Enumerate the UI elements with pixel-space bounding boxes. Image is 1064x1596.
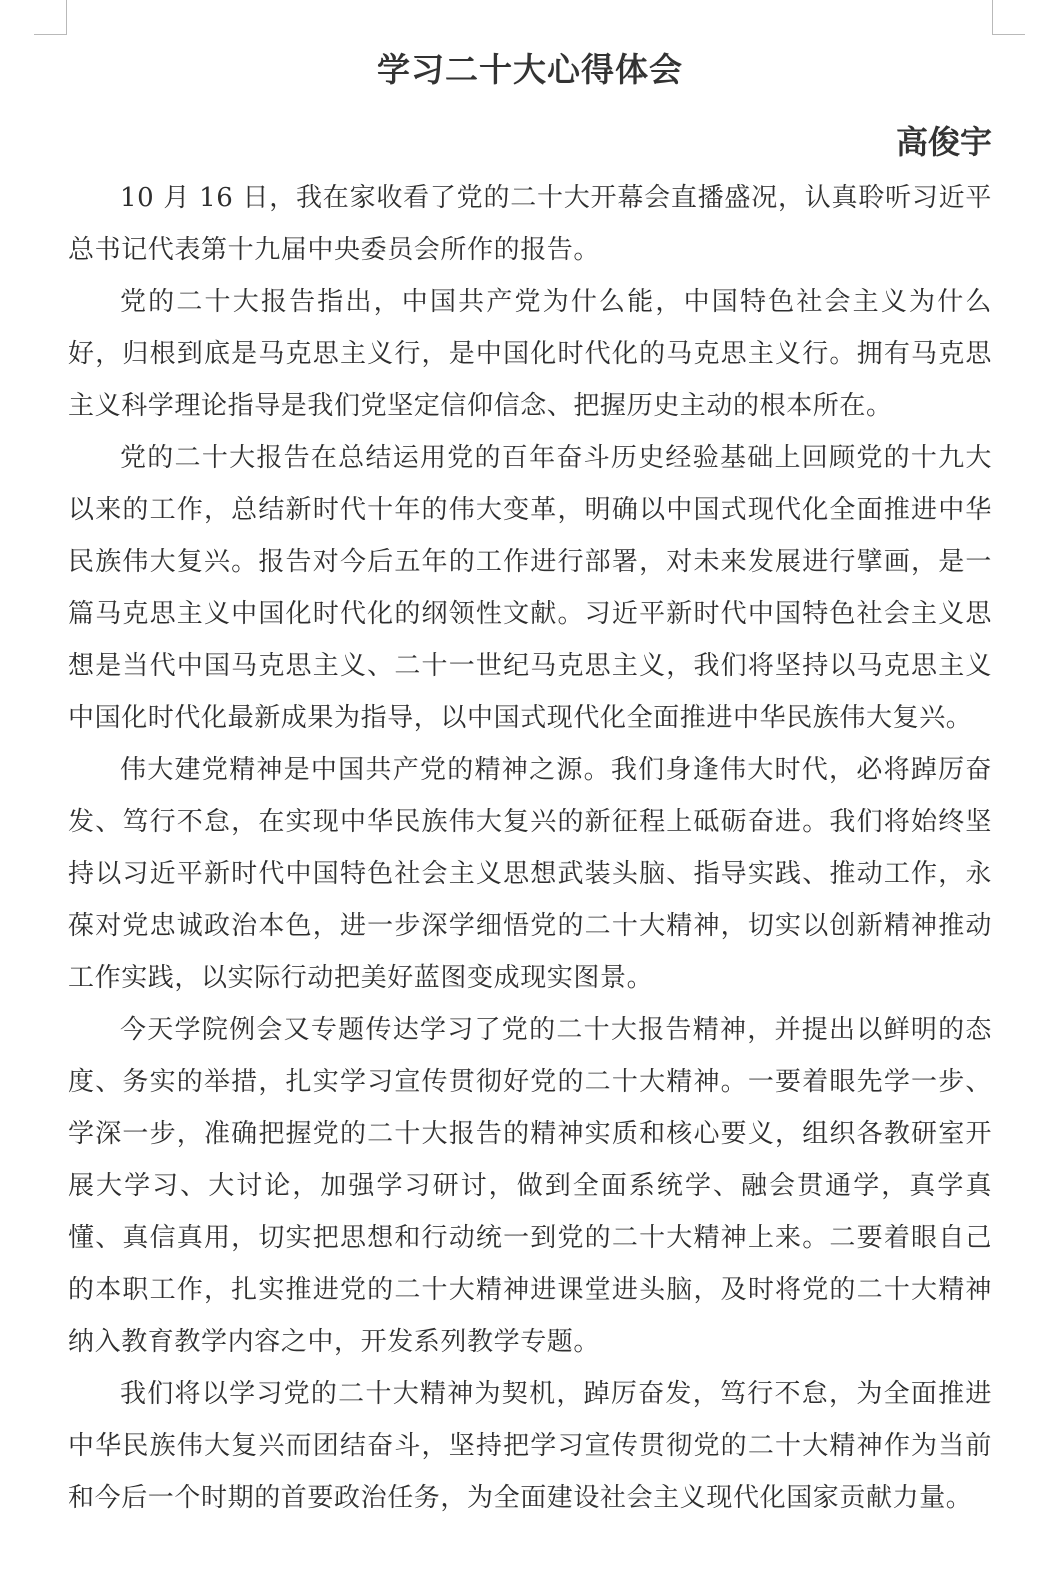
paragraph-5: 今天学院例会又专题传达学习了党的二十大报告精神，并提出以鲜明的态度、务实的举措，扎实学习宣传贯彻好党的二十大精神。一要着眼先学一步、学深一步，准确把握党的二十大报告的精神实质和核心要义，组织各教研室开展大学习、大讨论，加强学习研讨，做到全面系统学、融会贯通学，真学真懂、真信真用，切实把思想和行动统一到党的二十大精神上来。二要着眼自己的本职工作，扎实推进党的二十大精神进课堂进头脑，及时将党的二十大精神纳入教育教学内容之中，开发系列教学专题。 [68, 1015, 992, 1357]
document-body [68, 172, 992, 1524]
document-page [68, 40, 992, 1524]
paragraph-6: 我们将以学习党的二十大精神为契机，踔厉奋发，笃行不怠，为全面推进中华民族伟大复兴而团结奋斗，坚持把学习宣传贯彻党的二十大精神作为当前和今后一个时期的首要政治任务，为全面建设社会主义现代化国家贡献力量。 [68, 1379, 992, 1513]
paragraph-3: 党的二十大报告在总结运用党的百年奋斗历史经验基础上回顾党的十九大以来的工作，总结新时代十年的伟大变革，明确以中国式现代化全面推进中华民族伟大复兴。报告对今后五年的工作进行部署，对未来发展进行擘画，是一篇马克思主义中国化时代化的纲领性文献。习近平新时代中国特色社会主义思想是当代中国马克思主义、二十一世纪马克思主义，我们将坚持以马克思主义中国化时代化最新成果为指导，以中国式现代化全面推进中华民族伟大复兴。 [68, 443, 992, 733]
paragraph-4: 伟大建党精神是中国共产党的精神之源。我们身逢伟大时代，必将踔厉奋发、笃行不怠，在实现中华民族伟大复兴的新征程上砥砺奋进。我们将始终坚持以习近平新时代中国特色社会主义思想武装头脑、指导实践、推动工作，永葆对党忠诚政治本色，进一步深学细悟党的二十大精神，切实以创新精神推动工作实践，以实际行动把美好蓝图变成现实图景。 [68, 755, 992, 993]
document-author: 高俊宇 [895, 123, 992, 161]
paragraph-1: 10 月 16 日，我在家收看了党的二十大开幕会直播盛况，认真聆听习近平总书记代表第十九届中央委员会所作的报告。 [68, 183, 992, 265]
paragraph-2: 党的二十大报告指出，中国共产党为什么能，中国特色社会主义为什么好，归根到底是马克思主义行，是中国化时代化的马克思主义行。拥有马克思主义科学理论指导是我们党坚定信仰信念、把握历史主动的根本所在。 [68, 287, 992, 421]
crop-mark-top-right [992, 0, 1025, 35]
crop-mark-top-left [34, 0, 67, 35]
document-title: 学习二十大心得体会 [377, 50, 683, 89]
